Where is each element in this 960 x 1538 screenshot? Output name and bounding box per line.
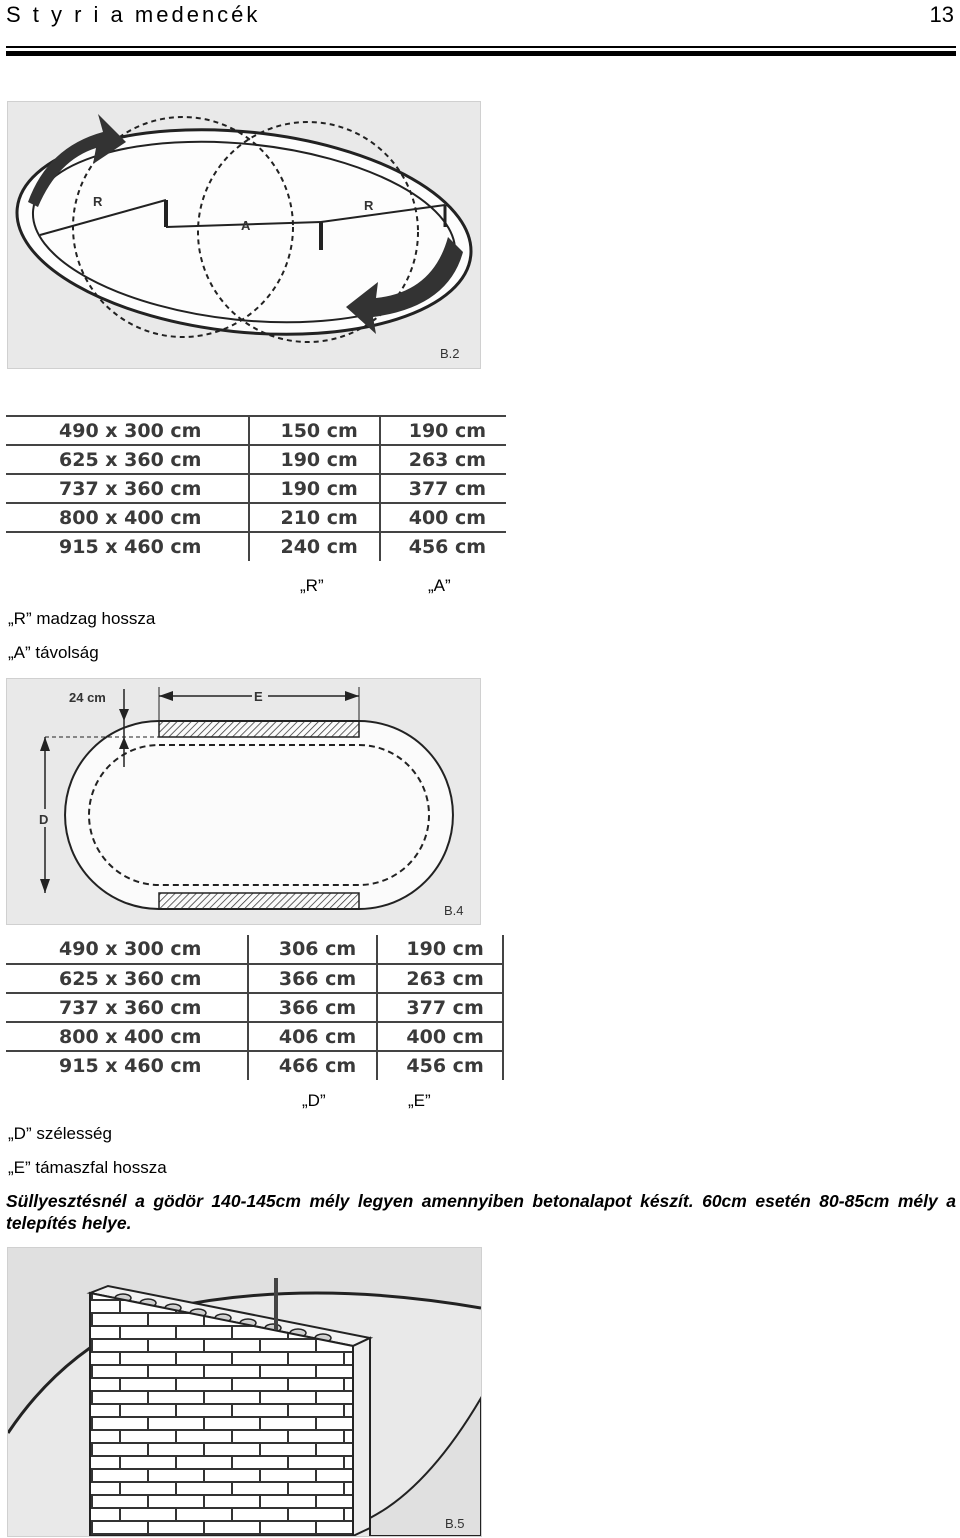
- table-row: 915 x 460 cm 240 cm 456 cm: [6, 532, 506, 561]
- table-row: 625 x 360 cm 366 cm 263 cm: [6, 964, 503, 993]
- table-row: 915 x 460 cm 466 cm 456 cm: [6, 1051, 503, 1080]
- header-rule-thick: [6, 51, 956, 56]
- legend-item-d: „D” szélesség: [8, 1124, 112, 1143]
- legend-item-r: „R” madzag hossza: [8, 609, 156, 628]
- mark-a: A: [241, 218, 251, 233]
- dimension-24cm: 24 cm: [69, 690, 106, 705]
- column-heading-e: „E”: [408, 1091, 431, 1110]
- figure-label-b2: B.2: [440, 346, 460, 361]
- dimension-table-d-e: [6, 935, 504, 1080]
- column-heading-a: „A”: [428, 576, 451, 595]
- column-heading-d: „D”: [302, 1091, 326, 1110]
- table-row: 490 x 300 cm 306 cm 190 cm: [6, 935, 503, 964]
- table-row: 737 x 360 cm 366 cm 377 cm: [6, 993, 503, 1022]
- table-row: 625 x 360 cm 190 cm 263 cm: [6, 445, 506, 474]
- figure-b2-oval-layout: [7, 101, 481, 369]
- dimension-e: E: [254, 689, 263, 704]
- legend-r-a: [8, 602, 155, 670]
- table-row: 800 x 400 cm 406 cm 400 cm: [6, 1022, 503, 1051]
- mark-r-right: R: [364, 198, 374, 213]
- header-rule-thin: [6, 46, 956, 48]
- figure-label-b5: B.5: [445, 1516, 465, 1531]
- figure-label-b4: B.4: [444, 903, 464, 918]
- dimension-d: D: [39, 812, 49, 827]
- table-row: 490 x 300 cm 150 cm 190 cm: [6, 416, 506, 445]
- dimension-table-r-a: [6, 415, 506, 561]
- table-row: 737 x 360 cm 190 cm 377 cm: [6, 474, 506, 503]
- figure-b5-block-wall: [7, 1247, 482, 1537]
- page-header: [6, 0, 956, 30]
- column-heading-r: „R”: [300, 576, 324, 595]
- legend-item-a: „A” távolság: [8, 643, 99, 662]
- mark-r-left: R: [93, 194, 103, 209]
- document-title: S t y r i a medencék: [6, 2, 261, 27]
- legend-item-e: „E” támaszfal hossza: [8, 1158, 167, 1177]
- installation-note: Süllyesztésnél a gödör 140-145cm mély legyen amennyiben betonalapot készít. 60cm esetén 80-85cm mély a telepítés helye.: [6, 1191, 956, 1233]
- page-number: 13: [929, 2, 954, 27]
- table-row: 800 x 400 cm 210 cm 400 cm: [6, 503, 506, 532]
- figure-b4-support-walls: [6, 678, 481, 925]
- legend-d-e: [8, 1117, 167, 1185]
